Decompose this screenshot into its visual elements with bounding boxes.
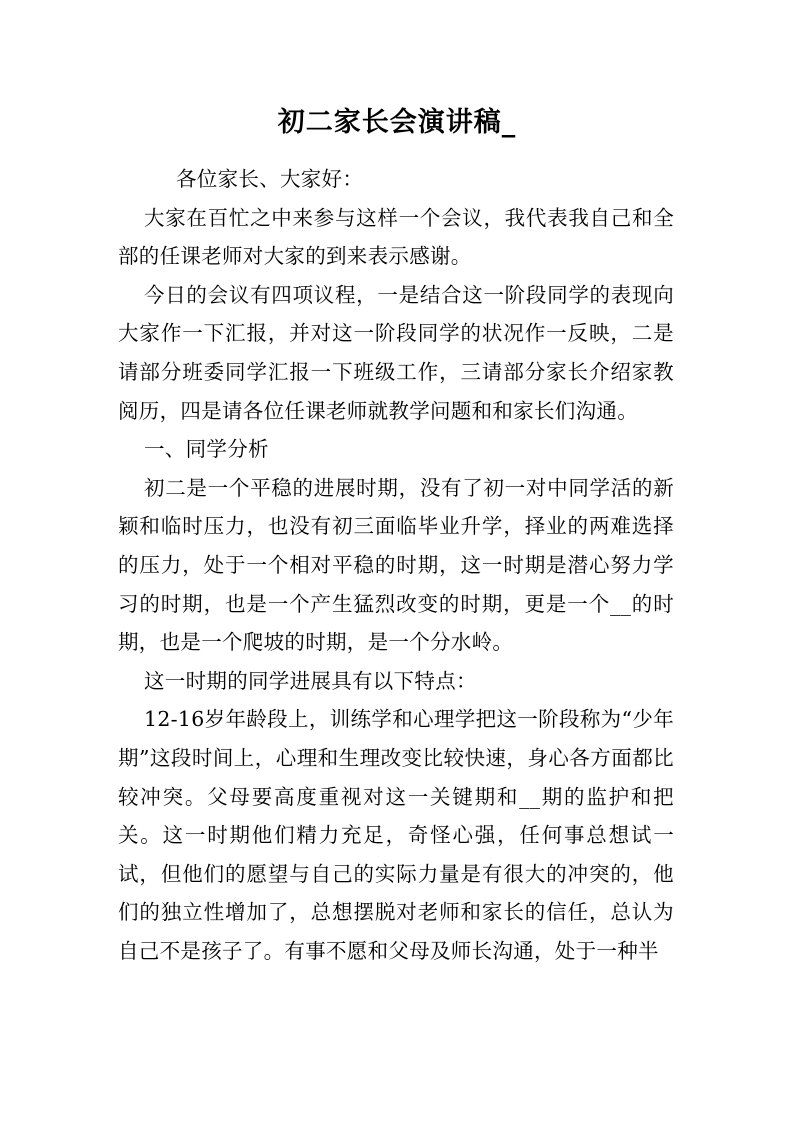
features-intro-paragraph: 这一时期的同学进展具有以下特点： (144, 668, 477, 693)
document-title: 初二家长会演讲稿_ (277, 107, 517, 138)
thanks-paragraph: 大家在百忙之中来参与这样一个会议，我代表我自己和全部的任课老师对大家的到来表示感谢。 (118, 205, 674, 269)
adolescence-paragraph: 12-16岁年龄段上，训练学和心理学把这一阶段称为“少年期”这段时间上，心理和生理改变比较快速，身心各方面都比较冲突。父母要高度重视对这一关键期和__期的监护和把关。这一时期他们精力充足，奇怪心强，任何事总想试一试，但他们的愿望与自己的实际力量是有很大的冲突的，他们的独立性增加了，总想摆脱对老师和家长的信任，总认为自己不是孩子了。有事不愿和父母及师长沟通，处于一种半 (118, 707, 674, 963)
greeting-paragraph: 各位家长、大家好： (176, 167, 364, 191)
analysis-paragraph: 初二是一个平稳的进展时期，没有了初一对中同学活的新颖和临时压力，也没有初三面临毕业升学，择业的两难选择的压力，处于一个相对平稳的时期，这一时期是潜心努力学习的时期，也是一个产生猛烈改变的时期，更是一个__的时期，也是一个爬坡的时期，是一个分水岭。 (118, 475, 674, 655)
agenda-paragraph: 今日的会议有四项议程，一是结合这一阶段同学的表现向大家作一下汇报，并对这一阶段同学的状况作一反映，二是请部分班委同学汇报一下班级工作，三请部分家长介绍家教阅历，四是请各位任课老师就教学问题和和家长们沟通。 (118, 282, 674, 423)
document-body (118, 160, 674, 970)
section-heading: 一、同学分析 (144, 437, 269, 462)
